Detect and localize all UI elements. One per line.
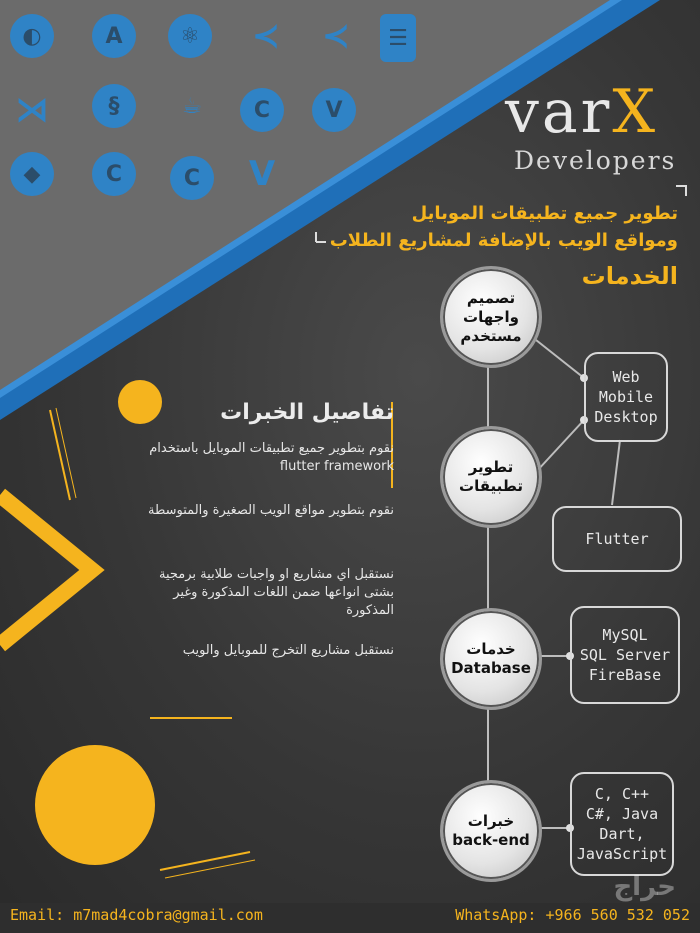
yellow-stroke-2 — [165, 860, 255, 878]
yellow-chevron — [0, 495, 92, 645]
services-title: الخدمات — [581, 262, 678, 290]
whatsapp-link[interactable]: WhatsApp: +966 560 532 052 — [455, 906, 690, 924]
brand-logo: varX — [505, 77, 659, 147]
angular-icon: A — [92, 14, 136, 58]
yellow-small-circle — [118, 380, 162, 424]
tagline — [258, 200, 678, 254]
experience-title: تفاصيل الخبرات — [220, 400, 394, 425]
service-app-development: تطوير تطبيقات — [440, 426, 542, 528]
laravel-icon: ◆ — [10, 152, 54, 196]
databases-box: MySQL SQL Server FireBase — [570, 606, 680, 704]
experience-paragraph: نقوم بتطوير جميع تطبيقات الموبايل باستخدام flutter framework — [149, 441, 394, 474]
csharp-icon: C — [240, 88, 284, 132]
vue-icon: V — [248, 154, 276, 194]
python-icon: § — [92, 84, 136, 128]
email-link[interactable]: Email: m7mad4cobra@gmail.com — [10, 906, 263, 924]
experience-paragraph: نستقبل اي مشاريع او واجبات طلابية برمجية بشتى انواعها ضمن اللغات المذكورة وغير المذكورة — [159, 567, 394, 618]
kotlin-icon: ⋊ — [15, 90, 49, 130]
yellow-stroke-1 — [160, 852, 250, 870]
service-ui-design: تصميم واجهات مستخدم — [440, 266, 542, 368]
tagline-line: ومواقع الويب بالإضافة لمشاريع الطلاب — [329, 230, 678, 251]
languages-box: C, C++ C#, Java Dart, JavaScript — [570, 772, 674, 876]
experience-paragraph: نقوم بتطوير مواقع الويب الصغيرة والمتوسطة — [148, 503, 394, 518]
dart-icon: ◐ — [10, 14, 54, 58]
flutter-box: Flutter — [552, 506, 682, 572]
experience-paragraph: نستقبل مشاريع التخرج للموبايل والويب — [182, 643, 394, 658]
watermark-logo: حراج — [613, 872, 676, 902]
service-backend: خبرات back-end — [440, 780, 542, 882]
tagline-line: تطوير جميع تطبيقات الموبايل — [411, 203, 678, 224]
corner-mark-right — [676, 186, 686, 196]
flutter-icon: ≺ — [251, 16, 281, 56]
c-icon: C — [92, 152, 136, 196]
react-icon: ⚛ — [168, 14, 212, 58]
vue-icon: V — [312, 88, 356, 132]
java-icon: ☕ — [182, 93, 202, 119]
brand-subtitle: Developers — [514, 146, 677, 175]
cpp-icon: C — [170, 156, 214, 200]
yellow-slash-1 — [50, 410, 70, 500]
platforms-box: Web Mobile Desktop — [584, 352, 668, 442]
html-icon: ☰ — [380, 14, 416, 62]
yellow-big-circle — [35, 745, 155, 865]
service-database: خدمات Database — [440, 608, 542, 710]
flutter-icon: ≺ — [321, 16, 351, 56]
